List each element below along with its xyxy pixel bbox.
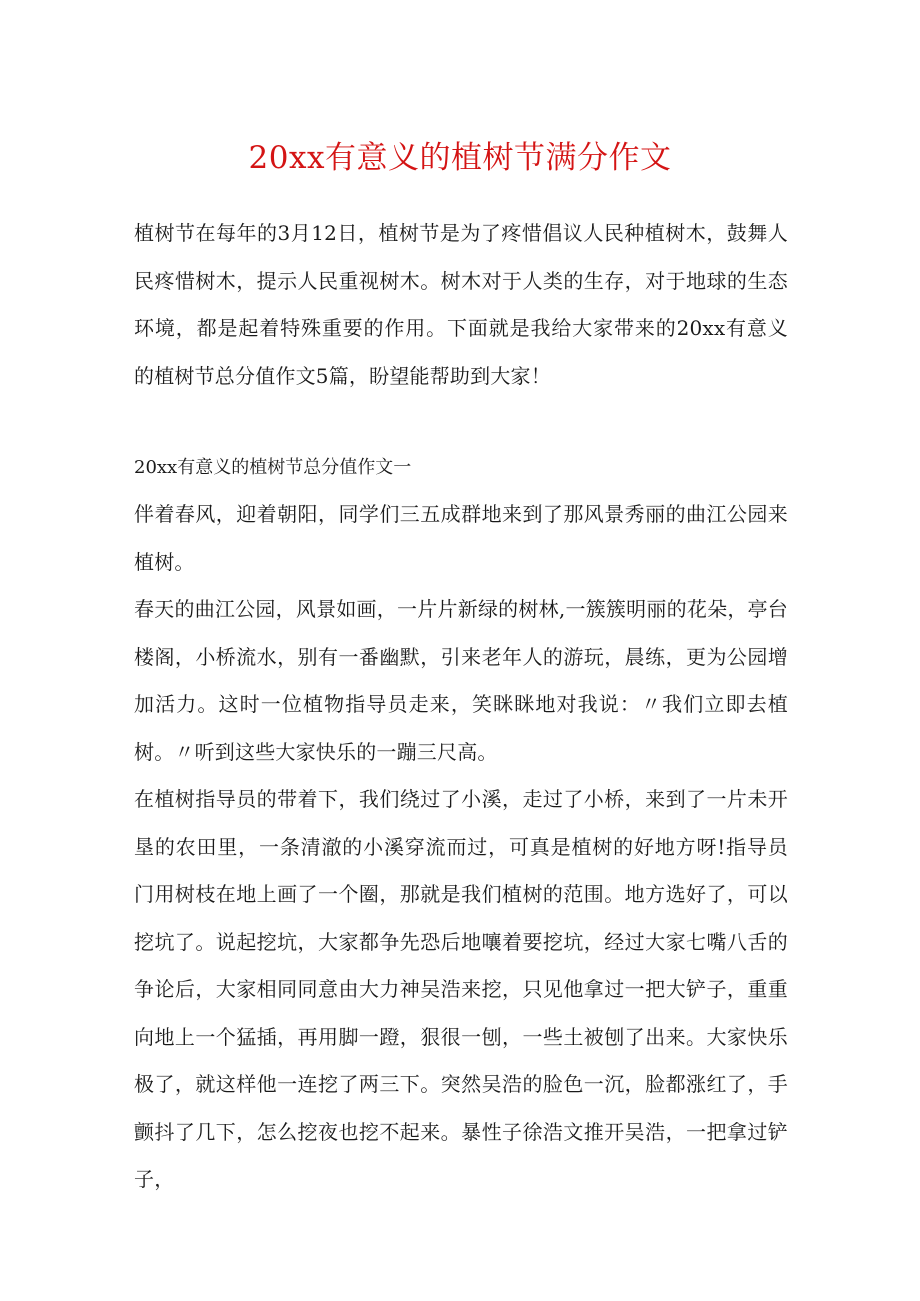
document-title: 20xx有意义的植树节满分作文 [248, 140, 672, 176]
intro-paragraph: 植树节在每年的3月12日，植树节是为了疼惜倡议人民种植树木，鼓舞人民疼惜树木，提示人民重视树木。树木对于人类的生存，对于地球的生态环境，都是起着特殊重要的作用。下面就是我给大家带来的20xx有意义的植树节总分值作文5篇，盼望能帮助到大家！ [134, 221, 788, 388]
section-heading: 20xx有意义的植树节总分值作文一 [134, 457, 412, 478]
body-paragraph-2: 春天的曲江公园，风景如画，一片片新绿的树林,一簇簇明丽的花朵，亭台楼阁，小桥流水，别有一番幽默，引来老年人的游玩，晨练，更为公园增加活力。这时一位植物指导员走来，笑眯眯地对我说：〃我们立即去植树。〃听到这些大家快乐的一蹦三尺高。 [134, 597, 788, 764]
document-body [134, 210, 788, 1204]
body-paragraph-3: 在植树指导员的带着下，我们绕过了小溪，走过了小桥，来到了一片未开垦的农田里，一条清澈的小溪穿流而过，可真是植树的好地方呀!指导员门用树枝在地上画了一个圈，那就是我们植树的范围。地方选好了，可以挖坑了。说起挖坑，大家都争先恐后地嚷着要挖坑，经过大家七嘴八舌的争论后，大家相同同意由大力神吴浩来挖，只见他拿过一把大铲子，重重向地上一个猛插，再用脚一蹬，狠很一刨，一些土被刨了出来。大家快乐极了，就这样他一连挖了两三下。突然吴浩的脸色一沉，脸都涨红了，手颤抖了几下，怎么挖夜也挖不起来。暴性子徐浩文推开吴浩，一把拿过铲子， [134, 787, 788, 1191]
body-paragraph-1: 伴着春风，迎着朝阳，同学们三五成群地来到了那风景秀丽的曲江公园来植树。 [134, 502, 788, 574]
